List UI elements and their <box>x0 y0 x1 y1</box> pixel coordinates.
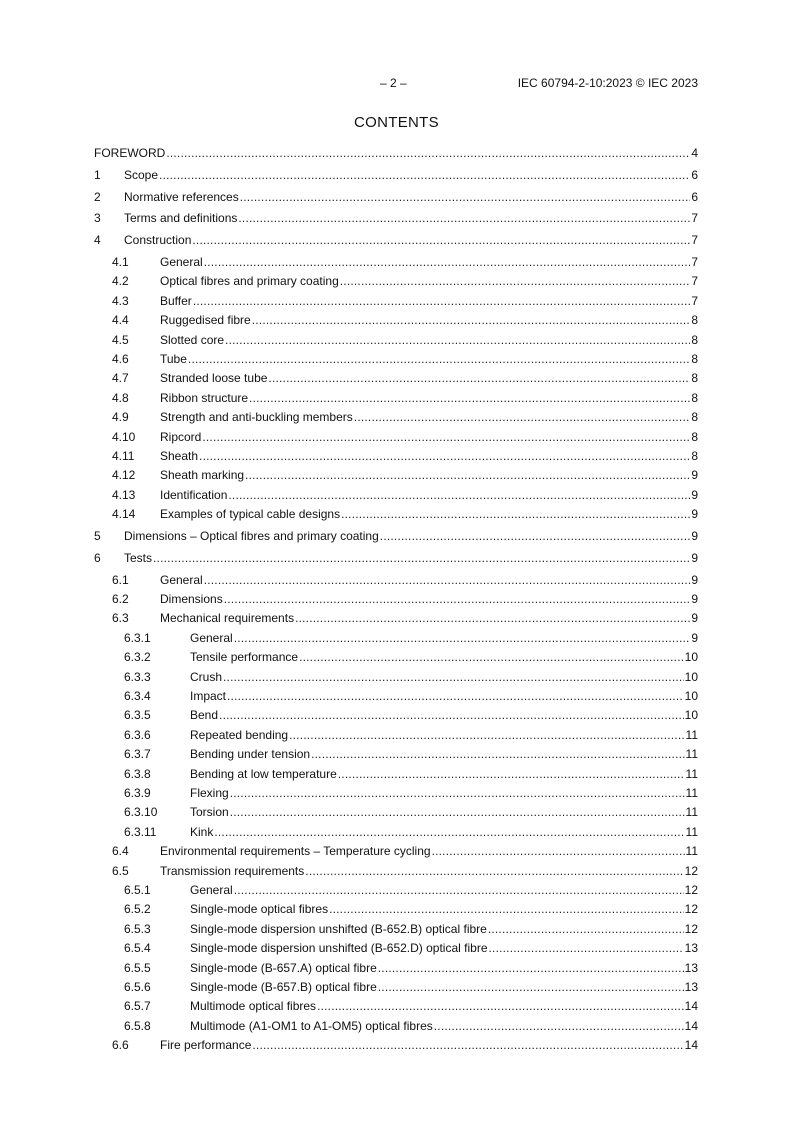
toc-entry-number: 6.5 <box>112 863 129 878</box>
toc-entry-title: Bending under tension <box>190 747 311 762</box>
toc-entry-title: Strength and anti-buckling members <box>160 410 353 425</box>
toc-entry-page: 8 <box>691 352 698 366</box>
toc-entry-title: Flexing <box>190 786 229 800</box>
toc-entry-page: 12 <box>684 883 698 897</box>
dot-leader <box>317 998 684 1014</box>
toc-entry-title: Multimode optical fibres <box>190 999 317 1014</box>
toc-entry-number: 6.3.7 <box>124 747 151 762</box>
toc-entry-title: Bend <box>190 708 219 723</box>
toc-entry-title: Mechanical requirements <box>160 611 295 626</box>
toc-entry[interactable] <box>94 766 698 782</box>
toc-entry-number: 6.3.10 <box>124 805 158 820</box>
dot-leader <box>329 901 684 917</box>
toc-entry[interactable] <box>94 487 698 503</box>
toc-entry[interactable] <box>94 1018 698 1034</box>
toc-entry[interactable] <box>94 707 698 723</box>
toc-entry-page: 6 <box>691 167 698 182</box>
dot-leader <box>252 1037 683 1053</box>
toc-entry[interactable] <box>94 863 698 879</box>
dot-leader <box>432 843 685 859</box>
toc-entry-number: 6.5.4 <box>124 941 151 956</box>
dot-leader <box>340 273 691 289</box>
toc-entry[interactable] <box>94 1037 698 1053</box>
toc-entry[interactable] <box>94 550 698 566</box>
toc-entry-page: 7 <box>691 274 698 289</box>
dot-leader <box>204 572 691 588</box>
toc-entry[interactable] <box>94 429 698 445</box>
toc-entry-page: 4 <box>691 146 698 160</box>
toc-entry-title: Fire performance <box>160 1038 252 1053</box>
toc-entry-page: 11 <box>685 727 698 742</box>
dot-leader <box>378 979 684 995</box>
toc-entry[interactable] <box>94 824 698 840</box>
toc-entry-page: 11 <box>685 766 698 781</box>
toc-entry[interactable] <box>94 370 698 386</box>
toc-entry-number: 2 <box>94 189 101 204</box>
toc-entry-number: 6.3.9 <box>124 786 151 800</box>
toc-entry-number: 6.3.1 <box>124 630 151 645</box>
toc-entry-number: 6.5.3 <box>124 921 151 936</box>
toc-entry-number: 6.3.2 <box>124 650 151 665</box>
toc-entry[interactable] <box>94 998 698 1014</box>
toc-entry-number: 6.3.11 <box>124 824 157 839</box>
toc-entry[interactable] <box>94 167 698 183</box>
toc-entry-title: Single-mode optical fibres <box>190 902 329 917</box>
toc-entry-title: Transmission requirements <box>160 863 305 878</box>
toc-entry-number: 6.6 <box>112 1038 129 1053</box>
page-header <box>94 76 698 92</box>
toc-entry[interactable] <box>94 210 698 226</box>
toc-entry-page: 9 <box>691 592 698 606</box>
toc-entry-number: 6 <box>94 550 101 565</box>
toc-entry-number: 4.6 <box>112 352 129 366</box>
toc-entry-number: 4.4 <box>112 313 129 328</box>
toc-entry[interactable] <box>94 591 698 607</box>
toc-entry-title: Identification <box>160 487 228 502</box>
toc-entry-title: Examples of typical cable designs <box>160 507 341 522</box>
toc-entry[interactable] <box>94 979 698 995</box>
toc-entry[interactable] <box>94 254 698 270</box>
dot-leader <box>341 506 690 522</box>
toc-entry[interactable] <box>94 293 698 309</box>
dot-leader <box>214 824 684 840</box>
toc-entry[interactable] <box>94 390 698 406</box>
toc-entry-number: 4.7 <box>112 371 129 386</box>
dot-leader <box>311 746 684 762</box>
dot-leader <box>202 429 690 445</box>
dot-leader <box>295 610 690 626</box>
toc-entry-title: Slotted core <box>160 332 225 347</box>
toc-entry[interactable] <box>94 409 698 425</box>
toc-entry-title: General <box>190 883 233 897</box>
toc-entry[interactable] <box>94 610 698 626</box>
toc-entry-number: 4.9 <box>112 410 129 425</box>
toc-entry[interactable] <box>94 351 698 367</box>
toc-entry-number: 1 <box>94 167 101 182</box>
toc-entry-page: 8 <box>691 429 698 444</box>
toc-entry-page: 10 <box>684 708 698 723</box>
dot-leader <box>238 210 690 226</box>
toc-entry-title: Environmental requirements – Temperature cycling <box>160 844 431 859</box>
toc-entry-title: Impact <box>190 689 227 703</box>
toc-entry-page: 11 <box>685 786 698 800</box>
toc-entry[interactable] <box>94 332 698 348</box>
toc-entry-number: 4 <box>94 233 101 248</box>
dot-leader <box>240 189 691 205</box>
toc-entry-page: 12 <box>684 921 698 936</box>
toc-entry-title: Tube <box>160 352 187 366</box>
dot-leader <box>305 863 683 879</box>
toc-entry[interactable] <box>94 746 698 762</box>
dot-leader <box>224 591 691 607</box>
toc-entry-number: 6.3.5 <box>124 708 151 723</box>
dot-leader <box>489 940 684 956</box>
dot-leader <box>228 487 690 503</box>
dot-leader <box>227 688 684 704</box>
dot-leader <box>223 669 684 685</box>
toc-entry-page: 9 <box>691 529 698 543</box>
toc-entry-page: 10 <box>684 650 698 665</box>
toc-entry-title: General <box>190 630 233 645</box>
toc-entry-title: Repeated bending <box>190 727 289 742</box>
toc-entry-title: Normative references <box>124 189 239 204</box>
dot-leader <box>188 351 690 367</box>
toc-entry-page: 9 <box>691 611 698 626</box>
toc-entry-title: Tests <box>124 550 153 565</box>
toc-entry-number: 6.3.6 <box>124 727 151 742</box>
toc-entry[interactable] <box>94 804 698 820</box>
toc-entry-number: 6.3.4 <box>124 689 151 703</box>
toc-entry-number: 6.3 <box>112 611 129 626</box>
toc-entry[interactable] <box>94 649 698 665</box>
toc-entry-number: 6.5.5 <box>124 960 151 975</box>
dot-leader <box>192 232 690 248</box>
toc-entry-page: 9 <box>691 468 698 483</box>
toc-entry-number: 6.5.6 <box>124 980 151 994</box>
toc-entry-page: 12 <box>684 902 698 917</box>
toc-entry-title: Buffer <box>160 293 192 308</box>
toc-entry[interactable] <box>94 189 698 205</box>
toc-entry-page: 8 <box>691 332 698 347</box>
toc-entry-page: 7 <box>691 255 698 269</box>
toc-entry-title: General <box>160 572 203 587</box>
toc-entry-page: 14 <box>684 999 698 1014</box>
dot-leader <box>230 785 685 801</box>
toc-entry-page: 9 <box>691 487 698 502</box>
dot-leader <box>199 448 690 464</box>
toc-entry-number: 5 <box>94 529 101 543</box>
toc-entry-title: Kink <box>190 824 214 839</box>
toc-entry-page: 14 <box>684 1018 698 1033</box>
toc-entry[interactable] <box>94 960 698 976</box>
toc-entry[interactable] <box>94 785 698 801</box>
toc-entry-number: 6.2 <box>112 592 129 606</box>
toc-entry-page: 12 <box>684 863 698 878</box>
dot-leader <box>268 370 690 386</box>
toc-entry-title: Tensile performance <box>190 650 299 665</box>
toc-entry-title: Sheath marking <box>160 468 245 483</box>
dot-leader <box>338 766 685 782</box>
dot-leader <box>289 727 684 743</box>
toc-entry-number: 3 <box>94 211 101 226</box>
toc-entry-page: 13 <box>684 980 698 994</box>
dot-leader <box>153 550 690 566</box>
toc-entry-title: Construction <box>124 233 192 248</box>
toc-entry[interactable] <box>94 630 698 646</box>
toc-entry-title: Torsion <box>190 805 229 820</box>
toc-entry[interactable] <box>94 921 698 937</box>
toc-entry-page: 7 <box>691 293 698 308</box>
toc-entry[interactable] <box>94 843 698 859</box>
toc-entry-title: Dimensions – Optical fibres and primary coating <box>124 529 379 543</box>
dot-leader <box>354 409 691 425</box>
toc-entry[interactable] <box>94 882 698 898</box>
dot-leader <box>219 707 684 723</box>
toc-entry-number: 4.14 <box>112 507 136 522</box>
toc-entry[interactable] <box>94 232 698 248</box>
dot-leader <box>299 649 684 665</box>
dot-leader <box>234 882 684 898</box>
toc-entry-number: 6.5.8 <box>124 1018 151 1033</box>
toc-entry-title: Terms and definitions <box>124 211 238 226</box>
toc-entry-title: Scope <box>124 167 159 182</box>
toc-entry-page: 9 <box>691 507 698 522</box>
page-number: – 2 – <box>380 76 407 90</box>
toc-entry-title: General <box>160 255 203 269</box>
dot-leader <box>488 921 684 937</box>
dot-leader <box>378 960 684 976</box>
dot-leader <box>434 1018 684 1034</box>
toc-entry-title: FOREWORD <box>94 146 166 160</box>
toc-entry-page: 11 <box>685 844 698 859</box>
toc-entry[interactable] <box>94 528 698 544</box>
toc-entry-title: Ripcord <box>160 429 202 444</box>
toc-entry-page: 13 <box>684 941 698 956</box>
toc-entry-page: 11 <box>685 824 698 839</box>
toc-entry-page: 14 <box>684 1038 698 1053</box>
toc-entry-number: 4.1 <box>112 255 129 269</box>
dot-leader <box>225 332 690 348</box>
toc-entry[interactable] <box>94 940 698 956</box>
toc-entry-title: Dimensions <box>160 592 223 606</box>
dot-leader <box>380 528 691 544</box>
toc-entry[interactable] <box>94 312 698 328</box>
toc-entry-title: Single-mode dispersion unshifted (B-652.B) optical fibre <box>190 921 487 936</box>
toc-entry-title: Ribbon structure <box>160 390 249 405</box>
toc-entry-number: 4.11 <box>112 449 135 463</box>
toc-entry[interactable] <box>94 467 698 483</box>
toc-entry-page: 11 <box>685 747 698 762</box>
toc-entry-title: Ruggedised fibre <box>160 313 251 328</box>
dot-leader <box>252 312 691 328</box>
dot-leader <box>249 390 690 406</box>
toc-entry-number: 4.2 <box>112 274 129 289</box>
toc-entry[interactable] <box>94 688 698 704</box>
toc-entry-number: 6.5.2 <box>124 902 151 917</box>
toc-entry-title: Stranded loose tube <box>160 371 268 386</box>
toc-entry-page: 11 <box>685 805 698 820</box>
toc-entry-title: Sheath <box>160 449 199 463</box>
toc-entry-page: 10 <box>684 689 698 703</box>
toc-entry-number: 6.5.1 <box>124 883 151 897</box>
toc-entry-page: 8 <box>691 390 698 405</box>
dot-leader <box>245 467 690 483</box>
toc-entry-number: 4.5 <box>112 332 129 347</box>
toc-entry-number: 4.13 <box>112 487 136 502</box>
dot-leader <box>193 293 691 309</box>
toc-entry-title: Crush <box>190 669 223 684</box>
toc-entry-page: 9 <box>691 550 698 565</box>
toc-entry-number: 6.3.8 <box>124 766 151 781</box>
toc-entry-title: Optical fibres and primary coating <box>160 274 339 289</box>
toc-entry-page: 13 <box>684 960 698 975</box>
toc-entry[interactable] <box>94 506 698 522</box>
toc-entry-page: 10 <box>684 669 698 684</box>
toc-entry-title: Single-mode dispersion unshifted (B-652.D) optical fibre <box>190 941 488 956</box>
toc-entry[interactable] <box>94 448 698 464</box>
toc-entry-page: 9 <box>691 630 698 645</box>
toc-entry-page: 8 <box>691 410 698 425</box>
toc-entry-page: 8 <box>691 371 698 386</box>
toc-entry[interactable] <box>94 669 698 685</box>
toc-entry-number: 6.5.7 <box>124 999 151 1014</box>
toc-entry-page: 7 <box>691 211 698 226</box>
toc-entry-number: 6.1 <box>112 572 129 587</box>
toc-entry[interactable] <box>94 572 698 588</box>
dot-leader <box>204 254 691 270</box>
toc-entry-page: 9 <box>691 572 698 587</box>
dot-leader <box>159 167 690 183</box>
toc-entry[interactable] <box>94 901 698 917</box>
toc-entry[interactable] <box>94 273 698 289</box>
toc-entry-page: 7 <box>691 233 698 248</box>
toc-entry-number: 6.4 <box>112 844 129 859</box>
dot-leader <box>166 145 690 161</box>
dot-leader <box>234 630 691 646</box>
document-id: IEC 60794-2-10:2023 © IEC 2023 <box>517 76 698 90</box>
toc-entry-number: 4.10 <box>112 429 136 444</box>
dot-leader <box>230 804 685 820</box>
toc-entry-title: Multimode (A1-OM1 to A1-OM5) optical fibres <box>190 1018 433 1033</box>
toc-entry-page: 6 <box>691 189 698 204</box>
toc-entry-title: Single-mode (B-657.A) optical fibre <box>190 960 377 975</box>
toc-entry-page: 8 <box>691 313 698 328</box>
toc-entry-number: 4.12 <box>112 468 136 483</box>
toc-entry[interactable] <box>94 145 698 161</box>
toc-entry-title: Single-mode (B-657.B) optical fibre <box>190 980 377 994</box>
toc-entry-number: 4.8 <box>112 390 129 405</box>
toc-entry-number: 6.3.3 <box>124 669 151 684</box>
toc-entry-number: 4.3 <box>112 293 129 308</box>
toc-entry-title: Bending at low temperature <box>190 766 337 781</box>
toc-entry-page: 8 <box>691 449 698 463</box>
page-title: CONTENTS <box>354 114 439 131</box>
toc-entry[interactable] <box>94 727 698 743</box>
